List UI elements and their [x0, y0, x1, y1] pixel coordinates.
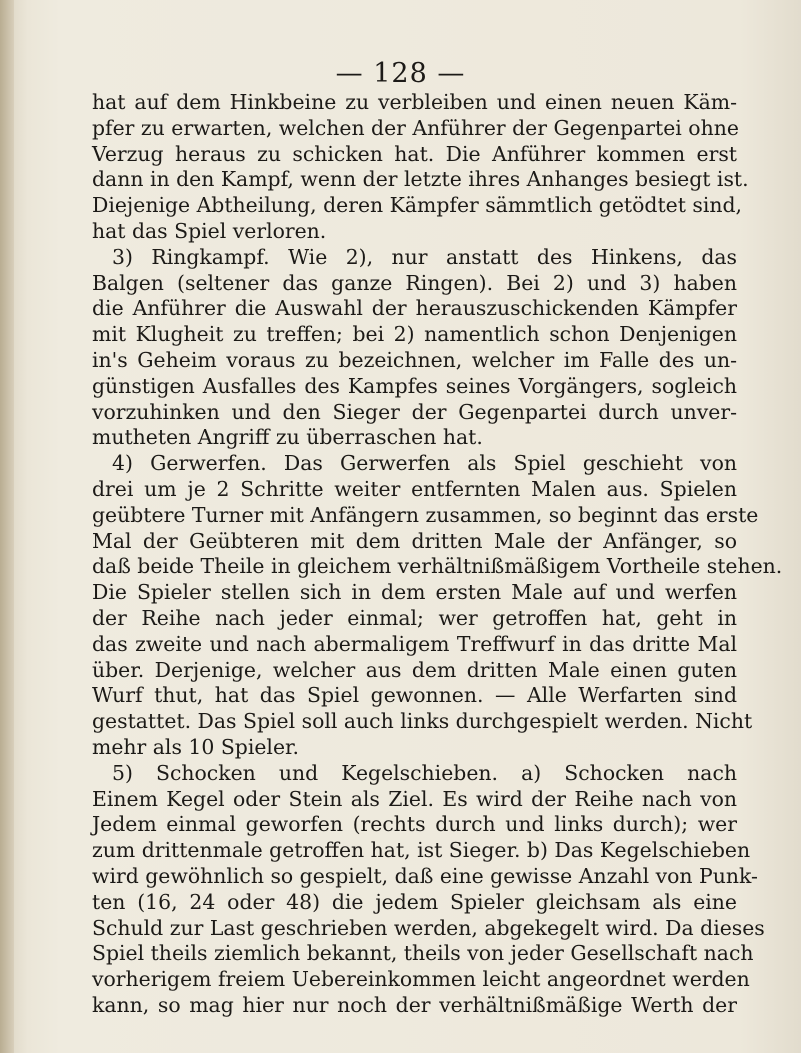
text-line: kann, so mag hier nur noch der verhältnißmäßige Werth der	[92, 992, 737, 1017]
text-line: 4) Gerwerfen. Das Gerwerfen als Spiel geschieht von	[112, 451, 737, 476]
text-line: Die Spieler stellen sich in dem ersten Male auf und werfen	[92, 580, 737, 605]
text-line: 5) Schocken und Kegelschieben. a) Schocken nach	[112, 760, 737, 785]
text-line: Spiel theils ziemlich bekannt, theils von jeder Gesellschaft nach	[92, 941, 754, 966]
text-line: ten (16, 24 oder 48) die jedem Spieler gleichsam als eine	[92, 889, 737, 914]
text-line: dann in den Kampf, wenn der letzte ihres Anhanges besiegt ist.	[92, 167, 749, 192]
text-line: der Reihe nach jeder einmal; wer getroffen hat, geht in	[92, 605, 737, 630]
text-line: pfer zu erwarten, welchen der Anführer der Gegenpartei ohne	[92, 115, 739, 140]
text-line: Balgen (seltener das ganze Ringen). Bei 2) und 3) haben	[92, 270, 737, 295]
page-spine-edge	[0, 0, 14, 1053]
text-line: wird gewöhnlich so gespielt, daß eine gewisse Anzahl von Punk-	[92, 863, 758, 888]
text-line: die Anführer die Auswahl der herauszuschickenden Kämpfer	[92, 296, 737, 321]
text-line: in's Geheim voraus zu bezeichnen, welcher im Falle des un-	[92, 347, 737, 372]
text-line: Verzug heraus zu schicken hat. Die Anführer kommen erst	[92, 141, 737, 166]
text-line: mutheten Angriff zu überraschen hat.	[92, 425, 483, 450]
text-line: hat das Spiel verloren.	[92, 218, 327, 243]
text-line: daß beide Theile in gleichem verhältnißmäßigem Vortheile stehen.	[92, 554, 783, 579]
text-line: hat auf dem Hinkbeine zu verbleiben und einen neuen Käm-	[92, 90, 737, 114]
text-line: Diejenige Abtheilung, deren Kämpfer sämmtlich getödtet sind,	[92, 193, 743, 218]
text-line: das zweite und nach abermaligem Treffwurf in das dritte Mal	[92, 631, 737, 656]
text-line: Jedem einmal geworfen (rechts durch und links durch); wer	[92, 812, 737, 837]
text-line: 3) Ringkampf. Wie 2), nur anstatt des Hinkens, das	[112, 244, 737, 269]
text-line: vorzuhinken und den Sieger der Gegenpartei durch unver-	[92, 399, 737, 424]
text-line: über. Derjenige, welcher aus dem dritten Male einen guten	[92, 657, 737, 682]
text-line: Mal der Geübteren mit dem dritten Male der Anfänger, so	[92, 528, 737, 553]
text-line: geübtere Turner mit Anfängern zusammen, so beginnt das erste	[92, 502, 759, 527]
text-line: mehr als 10 Spieler.	[92, 734, 300, 759]
text-line: gestattet. Das Spiel soll auch links durchgespielt werden. Nicht	[92, 709, 753, 734]
text-line: Einem Kegel oder Stein als Ziel. Es wird der Reihe nach von	[92, 786, 737, 811]
text-line: vorherigem freiem Uebereinkommen leicht angeordnet werden	[92, 967, 750, 992]
text-line: Wurf thut, hat das Spiel gewonnen. — Alle Werfarten sind	[92, 683, 737, 708]
text-line: zum drittenmale getroffen hat, ist Sieger. b) Das Kegelschieben	[92, 838, 751, 863]
text-line: mit Klugheit zu treffen; bei 2) namentlich schon Denjenigen	[92, 322, 737, 347]
text-line: Schuld zur Last geschrieben werden, abgekegelt wird. Da dieses	[92, 915, 765, 940]
body-text	[92, 90, 783, 1019]
page-number: — 128 —	[335, 58, 466, 89]
text-line: drei um je 2 Schritte weiter entfernten Malen aus. Spielen	[92, 476, 737, 501]
text-line: günstigen Ausfalles des Kampfes seines Vorgängers, sogleich	[92, 373, 737, 398]
